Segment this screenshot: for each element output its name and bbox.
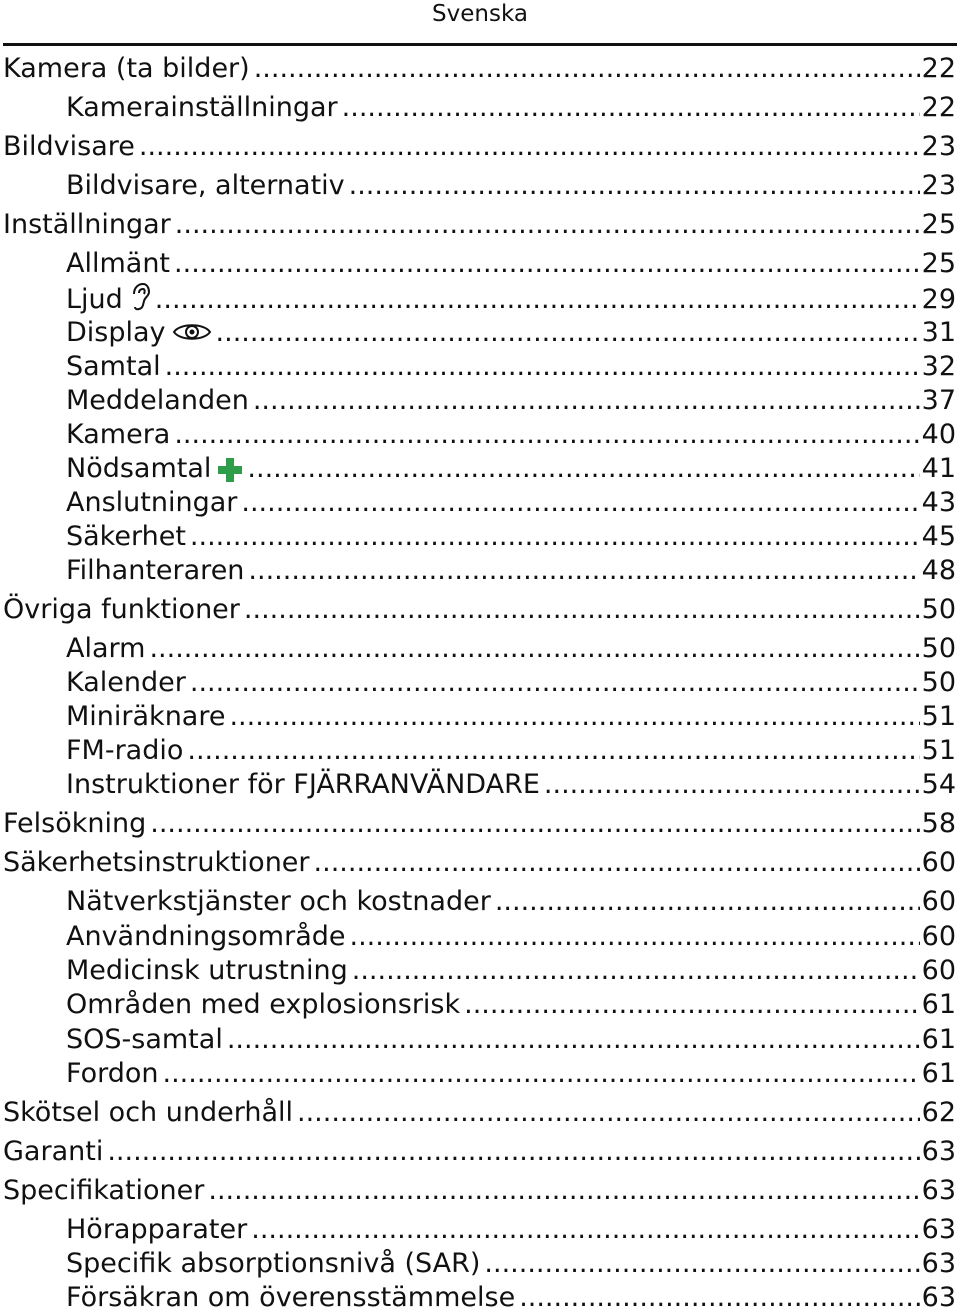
toc-entry-page-number: 63 bbox=[921, 1282, 956, 1313]
toc-dot-leader bbox=[254, 52, 920, 86]
toc-entry-title: Användningsområde bbox=[66, 921, 346, 952]
toc-entry[interactable] bbox=[66, 554, 956, 588]
toc-dot-leader bbox=[342, 91, 920, 125]
toc-entry-title: Försäkran om överensstämmelse bbox=[66, 1282, 516, 1313]
toc-dot-leader bbox=[187, 734, 919, 768]
toc-entry-page-number: 32 bbox=[921, 351, 956, 382]
toc-dot-leader bbox=[544, 768, 920, 802]
toc-dot-leader bbox=[314, 846, 920, 880]
toc-entry-page-number: 31 bbox=[921, 317, 956, 348]
toc-entry-title: Kalender bbox=[66, 667, 186, 698]
toc-dot-leader bbox=[297, 1096, 920, 1130]
toc-dot-leader bbox=[244, 593, 920, 627]
green-cross-icon bbox=[217, 452, 243, 486]
toc-entry[interactable] bbox=[66, 1057, 956, 1091]
toc-entry-page-number: 37 bbox=[921, 385, 956, 416]
toc-entry-page-number: 50 bbox=[921, 633, 956, 664]
toc-entry-page-number: 23 bbox=[921, 170, 956, 201]
header-language-label: Svenska bbox=[432, 1, 528, 27]
toc-entry-title: Ljud bbox=[66, 284, 123, 315]
toc-entry[interactable] bbox=[66, 1281, 956, 1315]
toc-entry-page-number: 43 bbox=[921, 487, 956, 518]
toc-entry-page-number: 50 bbox=[921, 594, 956, 625]
toc-dot-leader bbox=[352, 954, 920, 988]
toc-dot-leader bbox=[349, 169, 920, 203]
toc-entry-page-number: 25 bbox=[921, 209, 956, 240]
toc-dot-leader bbox=[107, 1135, 919, 1169]
toc-entry-page-number: 61 bbox=[921, 989, 956, 1020]
toc-entry[interactable] bbox=[66, 247, 956, 281]
toc-entry-page-number: 58 bbox=[921, 808, 956, 839]
toc-entry[interactable] bbox=[3, 1096, 956, 1130]
toc-entry-page-number: 54 bbox=[921, 769, 956, 800]
toc-entry[interactable] bbox=[66, 954, 956, 988]
toc-dot-leader bbox=[227, 1023, 920, 1057]
toc-entry[interactable] bbox=[66, 350, 956, 384]
toc-entry[interactable] bbox=[66, 734, 956, 768]
toc-dot-leader bbox=[495, 885, 920, 919]
toc-entry-title: Bildvisare bbox=[3, 131, 135, 162]
toc-entry[interactable] bbox=[66, 632, 956, 666]
toc-dot-leader bbox=[253, 384, 920, 418]
toc-entry-title: Specifikationer bbox=[3, 1175, 205, 1206]
toc-entry[interactable] bbox=[66, 91, 956, 125]
toc-entry[interactable] bbox=[66, 486, 956, 520]
toc-entry-title: Medicinsk utrustning bbox=[66, 955, 348, 986]
toc-entry-page-number: 63 bbox=[921, 1248, 956, 1279]
toc-entry-page-number: 22 bbox=[921, 92, 956, 123]
toc-entry[interactable] bbox=[66, 700, 956, 734]
toc-entry-title: Kamerainställningar bbox=[66, 92, 338, 123]
toc-entry[interactable] bbox=[66, 920, 956, 954]
toc-entry-page-number: 61 bbox=[921, 1024, 956, 1055]
toc-dot-leader bbox=[248, 554, 919, 588]
toc-entry-page-number: 22 bbox=[921, 53, 956, 84]
toc-entry[interactable] bbox=[3, 52, 956, 86]
toc-entry-title: Säkerhet bbox=[66, 521, 186, 552]
toc-dot-leader bbox=[208, 1174, 919, 1208]
toc-dot-leader bbox=[484, 1247, 919, 1281]
toc-entry-page-number: 25 bbox=[921, 248, 956, 279]
toc-entry[interactable] bbox=[66, 988, 956, 1022]
toc-entry[interactable] bbox=[66, 452, 956, 486]
toc-entry-title: Kamera bbox=[66, 419, 171, 450]
toc-entry[interactable] bbox=[66, 768, 956, 802]
toc-entry-title: Nätverkstjänster och kostnader bbox=[66, 886, 491, 917]
ear-icon bbox=[129, 282, 151, 317]
toc-entry-page-number: 50 bbox=[921, 667, 956, 698]
toc-entry-title: Inställningar bbox=[3, 209, 171, 240]
toc-entry[interactable] bbox=[66, 282, 956, 317]
toc-dot-leader bbox=[519, 1281, 919, 1315]
toc-entry[interactable] bbox=[3, 1135, 956, 1169]
toc-entry-title: Display bbox=[66, 317, 166, 348]
toc-entry-title: FM-radio bbox=[66, 735, 184, 766]
toc-entry-title: Filhanteraren bbox=[66, 555, 245, 586]
toc-dot-leader bbox=[350, 920, 920, 954]
toc-entry-title: Specifik absorptionsnivå (SAR) bbox=[66, 1248, 481, 1279]
toc-entry[interactable] bbox=[66, 316, 956, 350]
toc-dot-leader bbox=[247, 452, 919, 486]
toc-dot-leader bbox=[241, 486, 919, 520]
toc-entry-title: Hörapparater bbox=[66, 1214, 248, 1245]
toc-entry-page-number: 60 bbox=[921, 847, 956, 878]
toc-entry-page-number: 62 bbox=[921, 1097, 956, 1128]
toc-entry-title: Allmänt bbox=[66, 248, 171, 279]
toc-entry-title: Skötsel och underhåll bbox=[3, 1097, 293, 1128]
toc-entry-title: Bildvisare, alternativ bbox=[66, 170, 345, 201]
toc-entry-title: Anslutningar bbox=[66, 487, 238, 518]
toc-entry-page-number: 29 bbox=[921, 284, 956, 315]
toc-entry-page-number: 41 bbox=[921, 453, 956, 484]
toc-entry-title: Övriga funktioner bbox=[3, 594, 240, 625]
toc-dot-leader bbox=[229, 700, 919, 734]
toc-entry-title: Alarm bbox=[66, 633, 146, 664]
toc-entry[interactable] bbox=[3, 1174, 956, 1208]
toc-entry-title: Instruktioner för FJÄRRANVÄNDARE bbox=[66, 769, 540, 800]
toc-entry-title: Miniräknare bbox=[66, 701, 226, 732]
toc-entry-page-number: 60 bbox=[921, 886, 956, 917]
toc-entry-title: Garanti bbox=[3, 1136, 104, 1167]
toc-dot-leader bbox=[162, 1057, 919, 1091]
toc-dot-leader bbox=[155, 283, 920, 317]
toc-entry[interactable] bbox=[3, 130, 956, 164]
toc-entry[interactable] bbox=[66, 418, 956, 452]
toc-entry-title: Områden med explosionsrisk bbox=[66, 989, 461, 1020]
toc-entry[interactable] bbox=[66, 1247, 956, 1281]
header-divider bbox=[3, 43, 957, 46]
toc-entry-title: SOS-samtal bbox=[66, 1024, 223, 1055]
toc-entry-page-number: 40 bbox=[921, 419, 956, 450]
toc-entry-page-number: 45 bbox=[921, 521, 956, 552]
toc-entry[interactable] bbox=[66, 520, 956, 554]
toc-entry[interactable] bbox=[66, 1213, 956, 1247]
toc-entry-title: Samtal bbox=[66, 351, 161, 382]
toc-dot-leader bbox=[464, 988, 920, 1022]
toc-entry[interactable] bbox=[3, 807, 956, 841]
toc-entry-page-number: 51 bbox=[921, 701, 956, 732]
toc-entry-page-number: 23 bbox=[921, 131, 956, 162]
toc-dot-leader bbox=[190, 666, 920, 700]
toc-entry[interactable] bbox=[66, 666, 956, 700]
toc-dot-leader bbox=[190, 520, 920, 554]
toc-dot-leader bbox=[174, 247, 920, 281]
toc-entry-page-number: 48 bbox=[921, 555, 956, 586]
toc-entry-page-number: 61 bbox=[921, 1058, 956, 1089]
toc-dot-leader bbox=[165, 350, 920, 384]
toc-entry[interactable] bbox=[66, 384, 956, 418]
toc-dot-leader bbox=[251, 1213, 919, 1247]
toc-entry-title: Nödsamtal bbox=[66, 453, 212, 484]
toc-dot-leader bbox=[149, 632, 919, 666]
toc-entry-page-number: 63 bbox=[921, 1214, 956, 1245]
toc-entry[interactable] bbox=[66, 1023, 956, 1057]
toc-entry-page-number: 63 bbox=[921, 1136, 956, 1167]
toc-entry-page-number: 51 bbox=[921, 735, 956, 766]
toc-entry-title: Säkerhetsinstruktioner bbox=[3, 847, 310, 878]
toc-dot-leader bbox=[216, 316, 920, 350]
toc-entry[interactable] bbox=[3, 208, 956, 242]
toc-entry[interactable] bbox=[66, 885, 956, 919]
toc-dot-leader bbox=[139, 130, 920, 164]
toc-entry-title: Felsökning bbox=[3, 808, 147, 839]
toc-entry[interactable] bbox=[66, 169, 956, 203]
toc-entry-page-number: 63 bbox=[921, 1175, 956, 1206]
toc-entry-page-number: 60 bbox=[921, 921, 956, 952]
toc-entry-title: Fordon bbox=[66, 1058, 159, 1089]
toc-entry[interactable] bbox=[3, 846, 956, 880]
toc-entry[interactable] bbox=[3, 593, 956, 627]
toc-dot-leader bbox=[150, 807, 919, 841]
eye-icon bbox=[172, 316, 212, 350]
toc-dot-leader bbox=[175, 208, 920, 242]
toc-entry-page-number: 60 bbox=[921, 955, 956, 986]
toc-entry-title: Kamera (ta bilder) bbox=[3, 53, 250, 84]
toc-dot-leader bbox=[174, 418, 919, 452]
toc-entry-title: Meddelanden bbox=[66, 385, 249, 416]
